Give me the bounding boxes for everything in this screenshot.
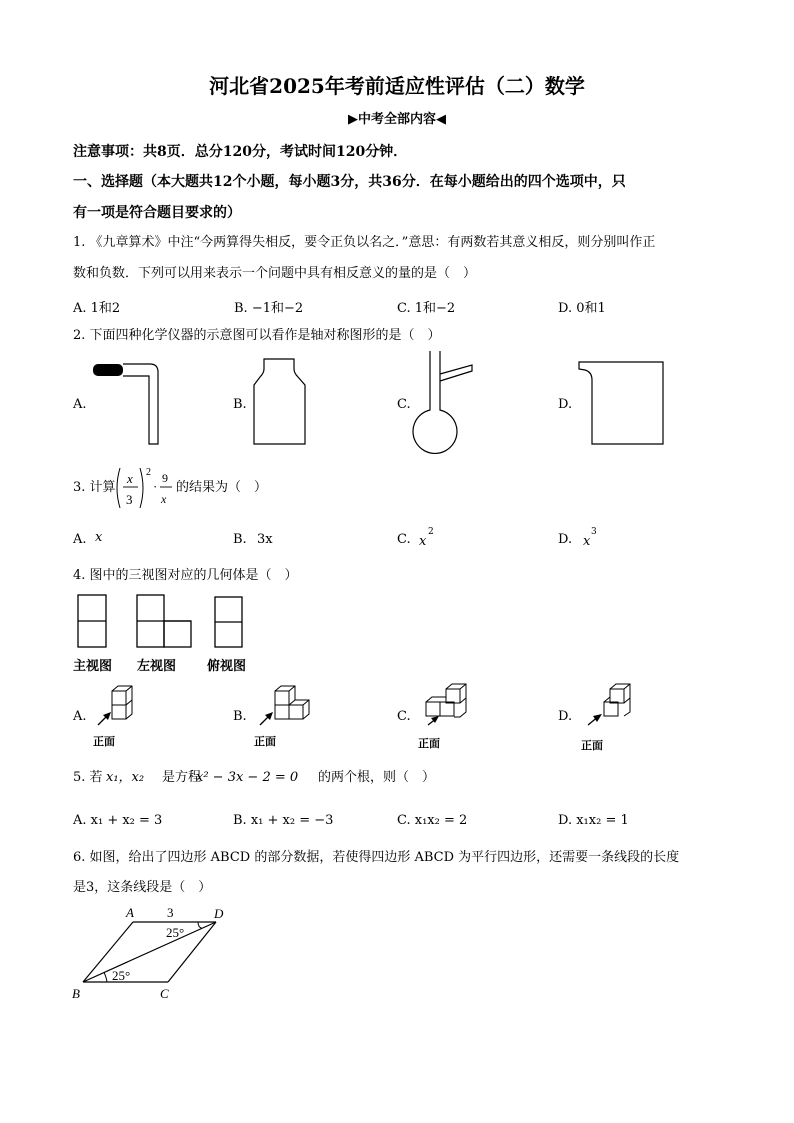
distillation-flask-figure: [410, 348, 480, 458]
vertex-d-label: D: [214, 906, 224, 921]
q4-label-d[interactable]: D.: [558, 709, 573, 724]
q3-frac1-num: x: [127, 471, 133, 486]
q1-option-b[interactable]: B. −1和−2: [234, 301, 304, 316]
q1-option-c[interactable]: C. 1和−2: [397, 301, 456, 316]
q3-answer-d: x: [583, 534, 591, 549]
q4-label-c[interactable]: C.: [397, 709, 411, 724]
solid-a-figure: [92, 683, 142, 728]
angle-adb-label: 25°: [166, 925, 185, 940]
q1-option-a[interactable]: A. 1和2: [73, 301, 121, 316]
q3-answer-a: x: [95, 530, 103, 545]
q6-line1: 6. 如图，给出了四边形 ABCD 的部分数据，若使得四边形 ABCD 为平行四边形，还需要一条线段的长度: [73, 850, 680, 865]
q5-stem-a: 5. 若: [73, 770, 103, 785]
q3-exp: 2: [146, 467, 151, 478]
q3-label-a[interactable]: A.: [73, 532, 87, 547]
q6-line2: 是3，这条线段是（ ）: [73, 880, 212, 895]
q4-label-a[interactable]: A.: [73, 709, 87, 724]
q5-option-d[interactable]: D. x₁x₂ = 1: [558, 813, 629, 828]
q3-answer-d-exp: 3: [591, 527, 597, 537]
front-label-b: 正面: [254, 735, 276, 748]
q3-answer-c: x: [419, 534, 427, 549]
q3-suffix: 的结果为（ ）: [176, 480, 268, 495]
solid-d-figure: [580, 680, 640, 728]
parallelogram-figure: [66, 902, 246, 1007]
vertex-a-label: A: [126, 905, 134, 920]
q3-frac2-num: 9: [162, 471, 168, 485]
q3-label-d[interactable]: D.: [558, 532, 573, 547]
q2-label-d[interactable]: D.: [558, 397, 573, 412]
front-label-c: 正面: [418, 737, 440, 750]
q3-frac1-den: 3: [126, 492, 133, 507]
q3-frac2-den: x: [161, 492, 167, 506]
q3-answer-c-exp: 2: [428, 527, 434, 537]
solid-c-figure: [418, 680, 483, 728]
glass-tube-figure: [88, 360, 168, 450]
side-ad-label: 3: [167, 905, 174, 920]
beaker-figure: [575, 358, 670, 448]
q3-answer-b: 3x: [257, 532, 273, 547]
front-label-d: 正面: [581, 739, 603, 752]
q1-line2: 数和负数．下列可以用来表示一个问题中具有相反意义的量的是（ ）: [73, 266, 477, 281]
q2-label-b[interactable]: B.: [233, 397, 247, 412]
notice: 注意事项：共8页．总分120分，考试时间120分钟．: [73, 144, 408, 160]
q3-label-c[interactable]: C.: [397, 532, 411, 547]
vertex-b-label: B: [72, 986, 80, 1001]
q2-label-c[interactable]: C.: [397, 397, 411, 412]
front-label-a: 正面: [93, 735, 115, 748]
top-view-caption: 俯视图: [207, 659, 247, 674]
page-subtitle: ▶中考全部内容◀: [348, 112, 446, 127]
q2-stem: 2. 下面四种化学仪器的示意图可以看作是轴对称图形的是（ ）: [73, 328, 441, 343]
q5-equation: x² − 3x − 2 = 0: [196, 770, 299, 785]
side-view-caption: 左视图: [137, 659, 177, 674]
section1-line1: 一、选择题（本大题共12个小题，每小题3分，共36分．在每小题给出的四个选项中，只: [73, 174, 626, 190]
q2-label-a[interactable]: A.: [73, 397, 87, 412]
q5-stem-b: 是方程: [162, 770, 202, 785]
svg-text:·: ·: [153, 479, 158, 494]
q3-label-b[interactable]: B.: [233, 532, 247, 547]
front-view-caption: 主视图: [73, 659, 113, 674]
q3-expression: [112, 462, 182, 514]
q5-roots: x₁，x₂: [106, 770, 145, 785]
q5-option-c[interactable]: C. x₁x₂ = 2: [397, 813, 468, 828]
q1-option-d[interactable]: D. 0和1: [558, 301, 606, 316]
q5-stem-c: 的两个根，则（ ）: [318, 770, 436, 785]
section1-line2: 有一项是符合题目要求的）: [73, 205, 241, 221]
q4-stem: 4. 图中的三视图对应的几何体是（ ）: [73, 568, 298, 583]
angle-dbc-label: 25°: [112, 968, 131, 983]
vertex-c-label: C: [160, 986, 169, 1001]
reagent-bottle-figure: [250, 355, 310, 450]
q5-option-b[interactable]: B. x₁ + x₂ = −3: [233, 813, 334, 828]
q1-line1: 1. 《九章算术》中注“今两算得失相反，要令正负以名之．”意思：有两数若其意义相反，则分别叫作正: [73, 235, 656, 250]
solid-b-figure: [253, 683, 318, 728]
three-views-figure: [73, 590, 273, 656]
q4-label-b[interactable]: B.: [233, 709, 247, 724]
q3-prefix: 3. 计算: [73, 480, 116, 495]
page-title: 河北省2025年考前适应性评估（二）数学: [209, 74, 585, 98]
q5-option-a[interactable]: A. x₁ + x₂ = 3: [73, 813, 163, 828]
